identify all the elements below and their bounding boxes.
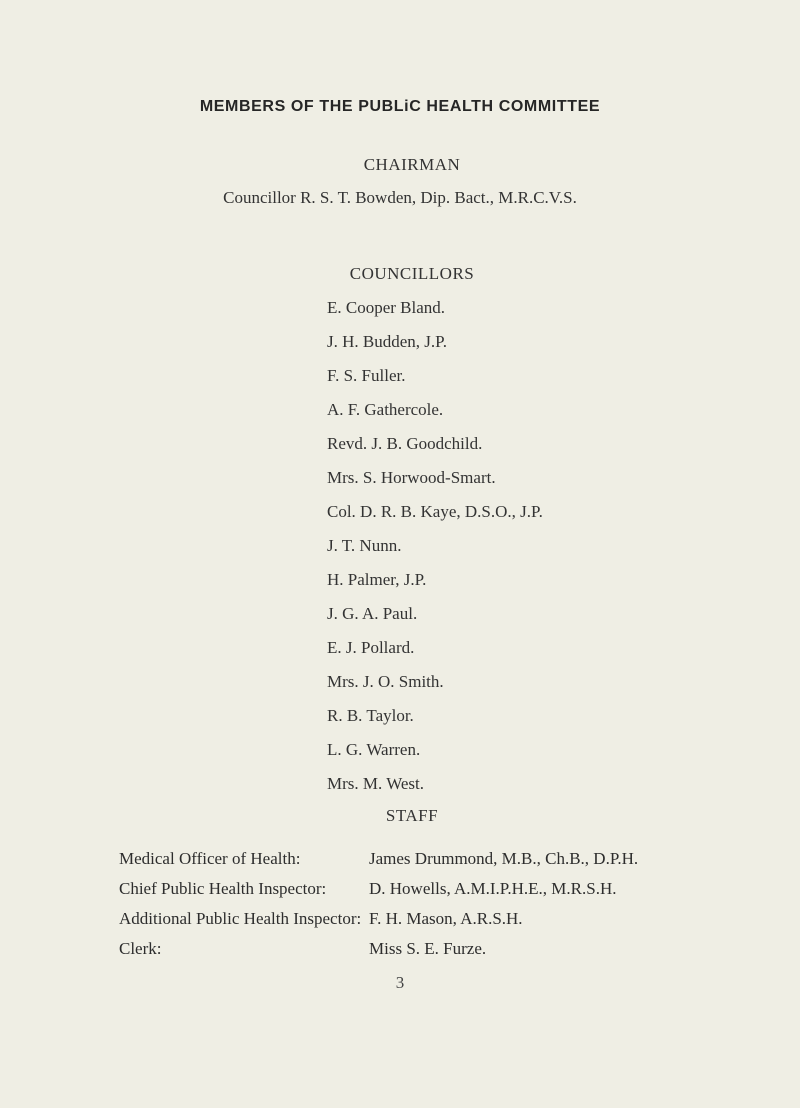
councillor-item: F. S. Fuller. [327, 366, 406, 385]
councillor-item: J. H. Budden, J.P. [327, 332, 447, 351]
page-number: 3 [395, 973, 405, 992]
councillor-item: A. F. Gathercole. [327, 400, 444, 419]
staff-row [119, 874, 638, 904]
councillor-item: E. J. Pollard. [327, 638, 415, 657]
staff-name: Miss S. E. Furze. [369, 939, 487, 958]
councillor-item: R. B. Taylor. [327, 706, 414, 725]
staff-row [119, 904, 638, 934]
staff-name: F. H. Mason, A.R.S.H. [369, 909, 523, 928]
councillor-item: Revd. J. B. Goodchild. [327, 434, 483, 453]
staff-role: Chief Public Health Inspector: [119, 879, 327, 898]
councillor-list [327, 294, 543, 804]
staff-name: D. Howells, A.M.I.P.H.E., M.R.S.H. [369, 879, 617, 898]
councillor-item: Col. D. R. B. Kaye, D.S.O., J.P. [327, 502, 543, 521]
staff-name: James Drummond, M.B., Ch.B., D.P.H. [369, 849, 639, 868]
councillor-item: E. Cooper Bland. [327, 298, 446, 317]
councillors-heading: COUNCILLORS [349, 264, 475, 283]
chairman-name: Councillor R. S. T. Bowden, Dip. Bact., M.R.C.V.S. [223, 188, 577, 207]
staff-table [119, 844, 638, 964]
chairman-heading: CHAIRMAN [363, 155, 461, 174]
councillor-item: L. G. Warren. [327, 740, 421, 759]
staff-row [119, 934, 638, 964]
councillor-item: Mrs. M. West. [327, 774, 425, 793]
staff-heading: STAFF [385, 806, 439, 825]
councillor-item: H. Palmer, J.P. [327, 570, 427, 589]
councillor-item: Mrs. J. O. Smith. [327, 672, 444, 691]
councillor-item: J. T. Nunn. [327, 536, 402, 555]
staff-row [119, 844, 638, 874]
councillor-item: J. G. A. Paul. [327, 604, 418, 623]
staff-role: Additional Public Health Inspector: [119, 909, 362, 928]
page-title: MEMBERS OF THE PUBLiC HEALTH COMMITTEE [199, 98, 601, 115]
staff-role: Medical Officer of Health: [119, 849, 301, 868]
councillor-item: Mrs. S. Horwood-Smart. [327, 468, 496, 487]
staff-role: Clerk: [119, 939, 162, 958]
